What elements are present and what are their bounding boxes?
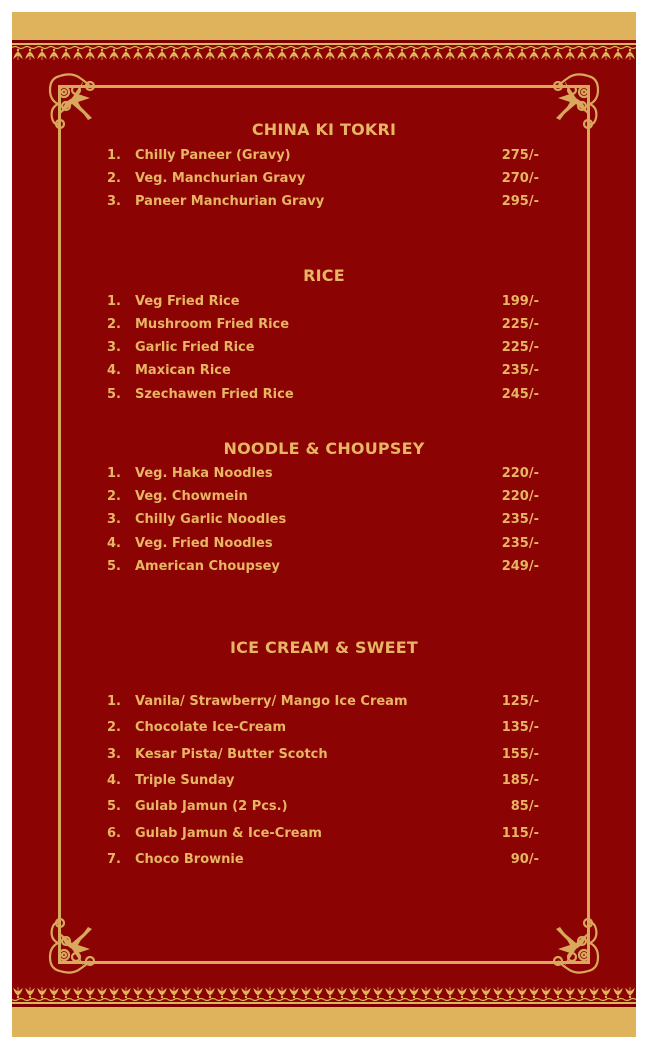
item-price: 220/- (501, 489, 539, 504)
menu-item (12, 512, 636, 532)
item-price: 225/- (501, 317, 539, 332)
item-number: 1. (107, 466, 121, 481)
item-number: 1. (107, 148, 121, 163)
item-name: Choco Brownie (135, 852, 244, 867)
section-title-rice: RICE (303, 266, 345, 285)
item-number: 6. (107, 826, 121, 841)
item-number: 2. (107, 720, 121, 735)
menu-item (12, 747, 636, 767)
menu-item (12, 773, 636, 793)
menu-item (12, 826, 636, 846)
menu-item (12, 466, 636, 486)
section-title-noodle-choupsey: NOODLE & CHOUPSEY (223, 439, 425, 458)
item-name: Szechawen Fried Rice (135, 387, 294, 402)
item-name: Kesar Pista/ Butter Scotch (135, 747, 328, 762)
menu-page (12, 12, 636, 1037)
item-number: 2. (107, 171, 121, 186)
item-number: 4. (107, 773, 121, 788)
menu-item (12, 294, 636, 314)
section-title-ice-cream-sweet: ICE CREAM & SWEET (230, 638, 418, 657)
item-price: 249/- (501, 559, 539, 574)
item-price: 225/- (501, 340, 539, 355)
item-number: 2. (107, 317, 121, 332)
menu-item (12, 194, 636, 214)
item-name: Garlic Fried Rice (135, 340, 255, 355)
item-name: Vanila/ Strawberry/ Mango Ice Cream (135, 694, 408, 709)
menu-item (12, 171, 636, 191)
menu-item (12, 852, 636, 872)
item-name: Triple Sunday (135, 773, 235, 788)
item-number: 3. (107, 512, 121, 527)
item-number: 5. (107, 387, 121, 402)
item-price: 245/- (501, 387, 539, 402)
item-price: 125/- (501, 694, 539, 709)
item-price: 275/- (501, 148, 539, 163)
item-price: 115/- (501, 826, 539, 841)
item-name: Chilly Garlic Noodles (135, 512, 287, 527)
menu-item (12, 387, 636, 407)
item-price: 90/- (510, 852, 539, 867)
menu-item (12, 559, 636, 579)
item-price: 85/- (510, 799, 539, 814)
item-number: 4. (107, 536, 121, 551)
item-name: Veg Fried Rice (135, 294, 240, 309)
item-price: 155/- (501, 747, 539, 762)
item-name: Veg. Fried Noodles (135, 536, 273, 551)
item-number: 3. (107, 747, 121, 762)
section-title-china-ki-tokri: CHINA KI TOKRI (251, 120, 397, 139)
item-price: 295/- (501, 194, 539, 209)
item-price: 199/- (501, 294, 539, 309)
item-name: Maxican Rice (135, 363, 231, 378)
menu-item (12, 363, 636, 383)
menu-item (12, 799, 636, 819)
item-price: 135/- (501, 720, 539, 735)
menu-item (12, 536, 636, 556)
item-price: 235/- (501, 363, 539, 378)
menu-item (12, 148, 636, 168)
menu-item (12, 317, 636, 337)
item-name: American Choupsey (135, 559, 280, 574)
item-number: 5. (107, 799, 121, 814)
item-price: 235/- (501, 536, 539, 551)
item-number: 3. (107, 340, 121, 355)
item-number: 2. (107, 489, 121, 504)
item-number: 1. (107, 294, 121, 309)
item-name: Paneer Manchurian Gravy (135, 194, 325, 209)
item-name: Chocolate Ice-Cream (135, 720, 286, 735)
item-price: 220/- (501, 466, 539, 481)
menu-content (12, 12, 636, 1037)
item-number: 3. (107, 194, 121, 209)
menu-item (12, 694, 636, 714)
item-number: 7. (107, 852, 121, 867)
item-number: 1. (107, 694, 121, 709)
item-name: Mushroom Fried Rice (135, 317, 290, 332)
item-name: Veg. Manchurian Gravy (135, 171, 306, 186)
item-name: Chilly Paneer (Gravy) (135, 148, 291, 163)
item-number: 5. (107, 559, 121, 574)
menu-item (12, 489, 636, 509)
item-name: Gulab Jamun & Ice-Cream (135, 826, 322, 841)
menu-item (12, 340, 636, 360)
item-price: 270/- (501, 171, 539, 186)
item-number: 4. (107, 363, 121, 378)
item-price: 185/- (501, 773, 539, 788)
item-name: Gulab Jamun (2 Pcs.) (135, 799, 288, 814)
item-name: Veg. Chowmein (135, 489, 248, 504)
menu-item (12, 720, 636, 740)
item-price: 235/- (501, 512, 539, 527)
item-name: Veg. Haka Noodles (135, 466, 273, 481)
